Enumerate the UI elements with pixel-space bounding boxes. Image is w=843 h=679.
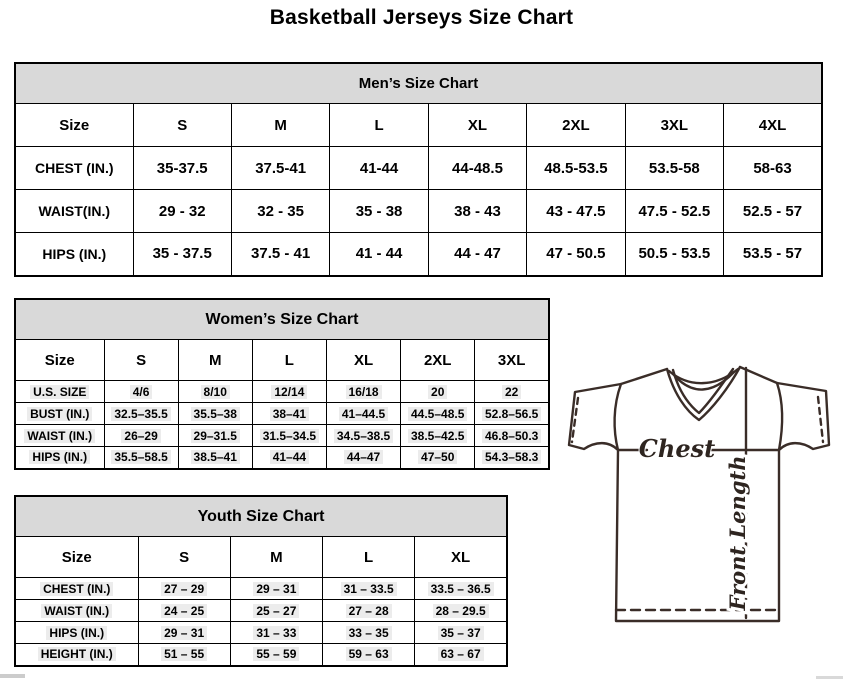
table-cell: 38 - 43 xyxy=(428,190,526,233)
table-cell: 27 – 29 xyxy=(138,578,230,600)
table-cell: HEIGHT (IN.) xyxy=(15,644,138,666)
mens-size-table xyxy=(14,62,823,277)
table-title: Women’s Size Chart xyxy=(15,299,549,340)
table-row xyxy=(15,190,822,233)
table-cell: 55 – 59 xyxy=(230,644,322,666)
table-cell: L xyxy=(252,340,326,381)
table-header-row xyxy=(15,104,822,147)
table-title: Men’s Size Chart xyxy=(15,63,822,104)
table-cell: 29 – 31 xyxy=(230,578,322,600)
table-cell: BUST (IN.) xyxy=(15,403,104,425)
right-armhole-seam xyxy=(777,383,782,450)
table-cell: XL xyxy=(326,340,400,381)
table-cell: 44–47 xyxy=(326,447,400,469)
table-cell: 29 - 32 xyxy=(133,190,231,233)
table-cell: 32.5–35.5 xyxy=(104,403,178,425)
jersey-measurement-diagram xyxy=(556,356,832,632)
table-row xyxy=(15,147,822,190)
table-cell: 33 – 35 xyxy=(323,622,415,644)
table-cell: 51 – 55 xyxy=(138,644,230,666)
jersey-outline xyxy=(569,367,829,621)
front-length-label: Front Length xyxy=(725,455,750,611)
collar-band-curve-2 xyxy=(673,372,734,390)
table-cell: L xyxy=(330,104,428,147)
table-cell: M xyxy=(230,537,322,578)
table-cell: 12/14 xyxy=(252,381,326,403)
table-cell: 37.5 - 41 xyxy=(231,233,329,276)
table-cell: 35.5–58.5 xyxy=(104,447,178,469)
table-cell: 58-63 xyxy=(724,147,822,190)
table-cell: 50.5 - 53.5 xyxy=(625,233,723,276)
table-cell: 35 – 37 xyxy=(415,622,507,644)
page-title: Basketball Jerseys Size Chart xyxy=(269,6,574,29)
table-row xyxy=(15,403,549,425)
table-title-row xyxy=(15,299,549,340)
table-cell: 54.3–58.3 xyxy=(475,447,549,469)
table-cell: 41–44 xyxy=(252,447,326,469)
table-cell: 28 – 29.5 xyxy=(415,600,507,622)
table-cell: 52.5 - 57 xyxy=(724,190,822,233)
left-armhole-seam xyxy=(615,384,621,450)
table-cell: 16/18 xyxy=(326,381,400,403)
table-cell: 44-48.5 xyxy=(428,147,526,190)
table-cell: 47.5 - 52.5 xyxy=(625,190,723,233)
table-row xyxy=(15,381,549,403)
table-cell: 44.5–48.5 xyxy=(401,403,475,425)
table-cell: 63 – 67 xyxy=(415,644,507,666)
table-title-row xyxy=(15,63,822,104)
table-cell: 53.5-58 xyxy=(625,147,723,190)
table-cell: 31.5–34.5 xyxy=(252,425,326,447)
table-cell: 3XL xyxy=(475,340,549,381)
table-cell: 47–50 xyxy=(401,447,475,469)
table-cell: 38.5–42.5 xyxy=(401,425,475,447)
table-cell: 47 - 50.5 xyxy=(527,233,625,276)
table-row xyxy=(15,600,507,622)
table-cell: 35 - 37.5 xyxy=(133,233,231,276)
table-cell: 48.5-53.5 xyxy=(527,147,625,190)
mens-table-body xyxy=(15,63,822,276)
table-cell: 59 – 63 xyxy=(323,644,415,666)
bottom-left-fragment xyxy=(0,674,25,678)
youth-size-chart-section xyxy=(14,495,508,667)
table-cell: 29–31.5 xyxy=(178,425,252,447)
table-cell: WAIST (IN.) xyxy=(15,600,138,622)
table-cell: L xyxy=(323,537,415,578)
table-header-row xyxy=(15,537,507,578)
table-cell: 22 xyxy=(475,381,549,403)
table-cell: 53.5 - 57 xyxy=(724,233,822,276)
table-cell: 2XL xyxy=(527,104,625,147)
table-cell: 35 - 38 xyxy=(330,190,428,233)
table-cell: 29 – 31 xyxy=(138,622,230,644)
table-cell: 44 - 47 xyxy=(428,233,526,276)
table-header-row xyxy=(15,340,549,381)
table-cell: 26–29 xyxy=(104,425,178,447)
table-cell: 2XL xyxy=(401,340,475,381)
table-cell: 20 xyxy=(401,381,475,403)
table-cell: CHEST (IN.) xyxy=(15,578,138,600)
table-cell: XL xyxy=(428,104,526,147)
table-cell: 35.5–38 xyxy=(178,403,252,425)
table-title-row xyxy=(15,496,507,537)
table-cell: 37.5-41 xyxy=(231,147,329,190)
table-cell: HIPS (IN.) xyxy=(15,233,133,276)
table-cell: 31 – 33.5 xyxy=(323,578,415,600)
youth-size-table xyxy=(14,495,508,667)
table-cell: U.S. SIZE xyxy=(15,381,104,403)
table-cell: 8/10 xyxy=(178,381,252,403)
mens-size-chart-section xyxy=(14,62,823,277)
womens-table-body xyxy=(15,299,549,469)
table-cell: 4/6 xyxy=(104,381,178,403)
table-cell: 4XL xyxy=(724,104,822,147)
table-cell: 46.8–50.3 xyxy=(475,425,549,447)
table-title: Youth Size Chart xyxy=(15,496,507,537)
table-cell: 31 – 33 xyxy=(230,622,322,644)
table-cell: WAIST(IN.) xyxy=(15,190,133,233)
table-cell: WAIST (IN.) xyxy=(15,425,104,447)
table-cell: 35-37.5 xyxy=(133,147,231,190)
table-cell: 38–41 xyxy=(252,403,326,425)
table-cell: M xyxy=(231,104,329,147)
table-cell: 41–44.5 xyxy=(326,403,400,425)
right-cuff-dashed-line xyxy=(818,397,823,442)
table-cell: 25 – 27 xyxy=(230,600,322,622)
table-cell: 3XL xyxy=(625,104,723,147)
table-cell: 24 – 25 xyxy=(138,600,230,622)
table-cell: S xyxy=(138,537,230,578)
table-cell: XL xyxy=(415,537,507,578)
table-cell: Size xyxy=(15,537,138,578)
youth-table-body xyxy=(15,496,507,666)
chest-label: Chest xyxy=(638,434,716,463)
womens-size-chart-section xyxy=(14,298,550,470)
table-cell: 52.8–56.5 xyxy=(475,403,549,425)
table-cell: 43 - 47.5 xyxy=(527,190,625,233)
table-cell: 34.5–38.5 xyxy=(326,425,400,447)
table-cell: 38.5–41 xyxy=(178,447,252,469)
table-cell: S xyxy=(104,340,178,381)
table-cell: M xyxy=(178,340,252,381)
table-cell: Size xyxy=(15,340,104,381)
table-row xyxy=(15,644,507,666)
table-row xyxy=(15,233,822,276)
table-cell: CHEST (IN.) xyxy=(15,147,133,190)
table-row xyxy=(15,578,507,600)
table-cell: HIPS (IN.) xyxy=(15,447,104,469)
table-cell: 41 - 44 xyxy=(330,233,428,276)
table-cell: 32 - 35 xyxy=(231,190,329,233)
table-cell: HIPS (IN.) xyxy=(15,622,138,644)
table-cell: Size xyxy=(15,104,133,147)
table-cell: S xyxy=(133,104,231,147)
table-cell: 27 – 28 xyxy=(323,600,415,622)
table-row xyxy=(15,622,507,644)
table-cell: 41-44 xyxy=(330,147,428,190)
table-row xyxy=(15,447,549,469)
table-row xyxy=(15,425,549,447)
womens-size-table xyxy=(14,298,550,470)
table-cell: 33.5 – 36.5 xyxy=(415,578,507,600)
